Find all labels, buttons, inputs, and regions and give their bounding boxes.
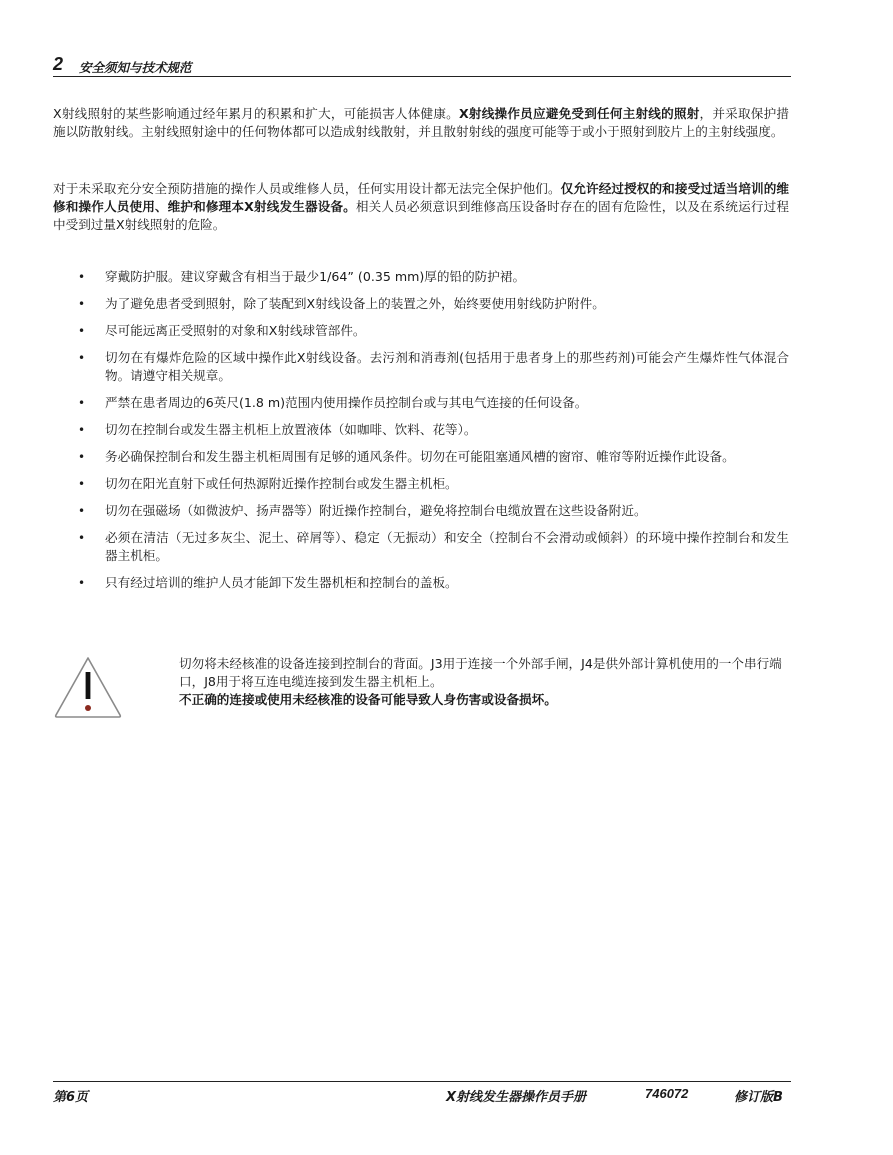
list-item-text: 只有经过培训的维护人员才能卸下发生器机柜和控制台的盖板。 (105, 575, 458, 590)
paragraph-text: ，并采取保护措施以防散射线。主射线照射途中的任何物体都可以造成射线散射，并且散射射线的强度可能等于或小于照射到胶片上的主射线强度。 (53, 106, 789, 139)
list-item-text: 切勿在阳光直射下或任何热源附近操作控制台或发生器主机柜。 (105, 476, 458, 491)
warning-text (179, 655, 789, 709)
list-item (53, 268, 789, 286)
chapter-number: 2 (53, 54, 64, 74)
list-item-text: 切勿在有爆炸危险的区域中操作此X射线设备。去污剂和消毒剂(包括用于患者身上的那些药剂)可能会产生爆炸性气体混合物。请遵守相关规章。 (105, 350, 789, 383)
bullet-icon: • (78, 450, 86, 464)
bullet-icon: • (78, 531, 86, 545)
list-item-text: 切勿在控制台或发生器主机柜上放置液体（如咖啡、饮料、花等）。 (105, 422, 477, 437)
page-footer (53, 1081, 791, 1104)
revision-label: 修订版B (734, 1090, 783, 1105)
list-item (53, 529, 789, 565)
list-item (53, 502, 789, 520)
bullet-icon: • (78, 477, 86, 491)
bullet-icon: • (78, 324, 86, 338)
bullet-icon: • (78, 297, 86, 311)
warning-emphasis: 不正确的连接或使用未经核准的设备可能导致人身伤害或设备损坏。 (179, 692, 557, 707)
list-item-text: 为了避免患者受到照射，除了装配到X射线设备上的装置之外，始终要使用射线防护附件。 (105, 296, 605, 311)
list-item (53, 475, 789, 493)
list-item-text: 切勿在强磁场（如微波炉、扬声器等）附近操作控制台，避免将控制台电缆放置在这些设备附近。 (105, 503, 647, 518)
paragraph-radiation-effects (53, 105, 789, 141)
list-item-text: 必须在清洁（无过多灰尘、泥土、碎屑等）、稳定（无振动）和安全（控制台不会滑动或倾斜）的环境中操作控制台和发生器主机柜。 (105, 530, 789, 563)
list-item (53, 394, 789, 412)
list-item (53, 421, 789, 439)
manual-title: X射线发生器操作员手册 (446, 1090, 587, 1105)
warning-body: 切勿将未经核准的设备连接到控制台的背面。J3用于连接一个外部手闸，J4是供外部计算机使用的一个串行端口，J8用于将互连电缆连接到发生器主机柜上。 (179, 656, 782, 689)
paragraph-emphasis: 仅允许经过授权的和接受过适当培训的维修和操作人员使用、维护和修理本X射线发生器设备。 (53, 181, 790, 214)
safety-bullet-list (53, 268, 789, 601)
warning-notice (53, 655, 793, 725)
list-item-text: 尽可能远离正受照射的对象和X射线球管部件。 (105, 323, 366, 338)
document-number: 746072 (645, 1086, 689, 1101)
list-item (53, 322, 789, 340)
warning-triangle-icon (53, 655, 123, 719)
bullet-icon: • (78, 351, 86, 365)
list-item-text: 严禁在患者周边的6英尺(1.8 m)范围内使用操作员控制台或与其电气连接的任何设备。 (105, 395, 588, 410)
page-number: 第6页 (53, 1090, 89, 1105)
paragraph-authorized-personnel (53, 180, 789, 234)
list-item (53, 295, 789, 313)
bullet-icon: • (78, 423, 86, 437)
paragraph-text: 对于未采取充分安全预防措施的操作人员或维修人员，任何实用设计都无法完全保护他们。 (53, 181, 561, 196)
page-header (53, 52, 791, 77)
bullet-icon: • (78, 576, 86, 590)
list-item (53, 574, 789, 592)
list-item-text: 务必确保控制台和发生器主机柜周围有足够的通风条件。切勿在可能阻塞通风槽的窗帘、帷帘等附近操作此设备。 (105, 449, 735, 464)
list-item (53, 349, 789, 385)
bullet-icon: • (78, 504, 86, 518)
bullet-icon: • (78, 270, 86, 284)
paragraph-emphasis: X射线操作员应避免受到任何主射线的照射 (459, 106, 700, 121)
chapter-title: 安全须知与技术规范 (79, 60, 192, 75)
paragraph-text: 相关人员必须意识到维修高压设备时存在的固有危险性，以及在系统运行过程中受到过量X射线照射的危险。 (53, 199, 789, 232)
list-item-text: 穿戴防护服。建议穿戴含有相当于最少1/64” (0.35 mm)厚的铅的防护裙。 (105, 269, 526, 284)
paragraph-text: X射线照射的某些影响通过经年累月的积累和扩大，可能损害人体健康。 (53, 106, 459, 121)
bullet-icon: • (78, 396, 86, 410)
list-item (53, 448, 789, 466)
